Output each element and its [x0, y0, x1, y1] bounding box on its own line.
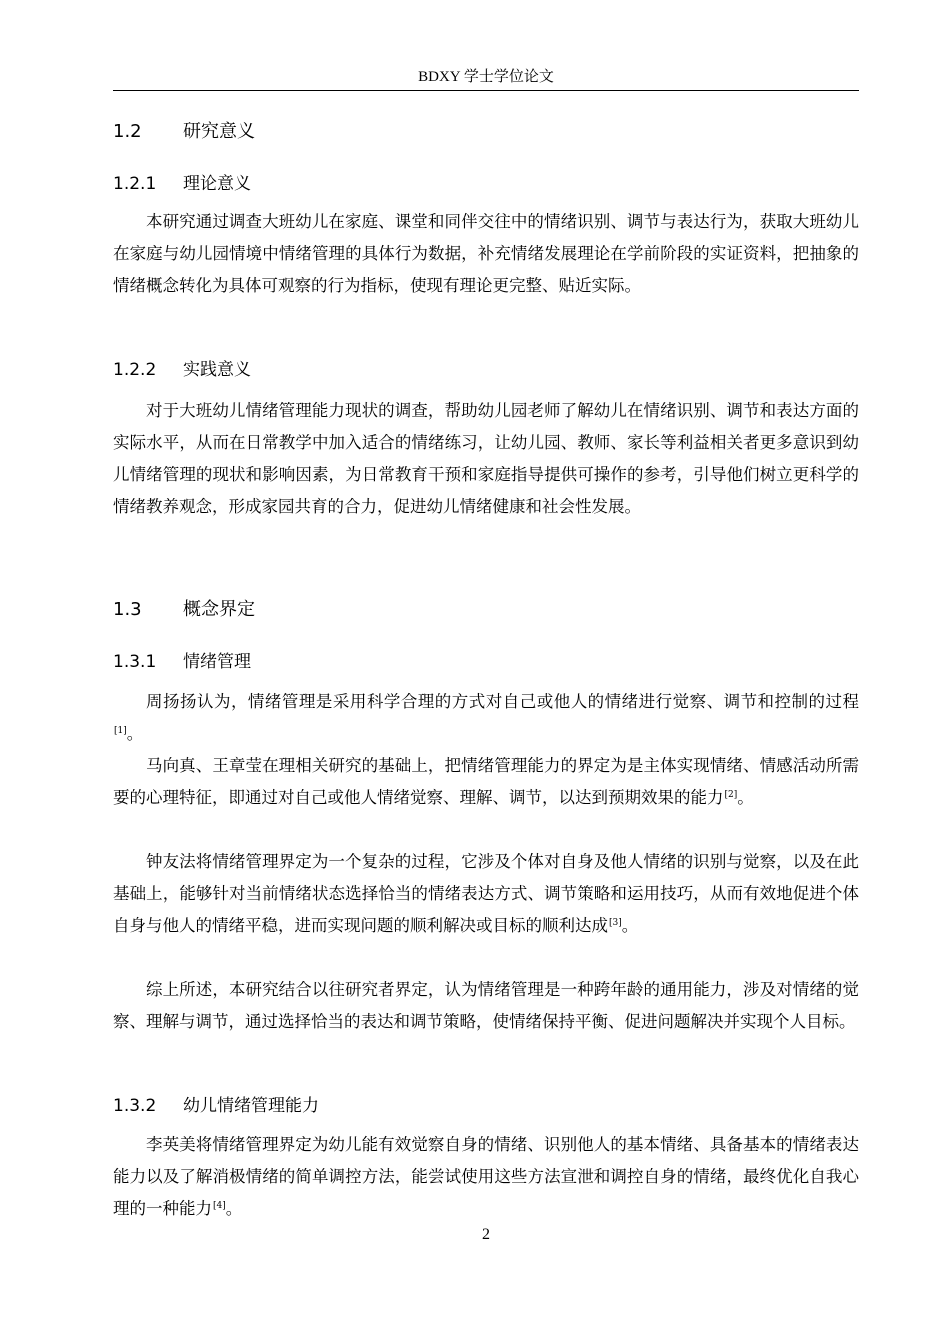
subsection-heading-1-2-1	[113, 172, 251, 196]
subsection-title: 实践意义	[183, 360, 251, 380]
subsection-title: 理论意义	[183, 174, 251, 194]
paragraph-summary: 综上所述，本研究结合以往研究者界定，认为情绪管理是一种跨年龄的通用能力，涉及对情绪的觉察、理解与调节，通过选择恰当的表达和调节策略，使情绪保持平衡、促进问题解决并实现个人目标。	[113, 980, 859, 1031]
subsection-number: 1.3.2	[113, 1096, 157, 1116]
paragraph-definition-zhou	[113, 686, 859, 750]
page-number: 2	[482, 1226, 490, 1243]
section-heading-1-2	[113, 119, 255, 145]
paragraph-end: 。	[225, 1199, 243, 1218]
paragraph-definition-ma	[113, 750, 859, 814]
subsection-heading-1-3-1	[113, 650, 251, 674]
citation-1: [1]	[114, 726, 127, 736]
subsection-title: 情绪管理	[183, 652, 251, 672]
header-rule	[113, 90, 859, 91]
paragraph-end: 。	[737, 788, 754, 807]
section-number: 1.2	[113, 121, 142, 142]
section-title: 概念界定	[183, 599, 255, 620]
subsection-number: 1.2.2	[113, 360, 157, 380]
citation-4: [4]	[213, 1201, 226, 1211]
subsection-title: 幼儿情绪管理能力	[183, 1096, 319, 1116]
paragraph-theoretical-significance: 本研究通过调查大班幼儿在家庭、课堂和同伴交往中的情绪识别、调节与表达行为，获取大班幼儿在家庭与幼儿园情境中情绪管理的具体行为数据，补充情绪发展理论在学前阶段的实证资料，把抽象的情绪概念转化为具体可观察的行为指标，使现有理论更完整、贴近实际。	[113, 212, 859, 295]
subsection-heading-1-2-2	[113, 358, 251, 382]
running-header: BDXY 学士学位论文	[418, 69, 554, 85]
paragraph-text: 钟友法将情绪管理界定为一个复杂的过程，它涉及个体对自身及他人情绪的识别与觉察，以及在此基础上，能够针对当前情绪状态选择恰当的情绪表达方式、调节策略和运用技巧，从而有效地促进个体自身与他人的情绪平稳，进而实现问题的顺利解决或目标的顺利达成	[113, 852, 859, 935]
subsection-heading-1-3-2	[113, 1094, 319, 1118]
section-heading-1-3	[113, 597, 255, 623]
subsection-number: 1.2.1	[113, 174, 157, 194]
section-title: 研究意义	[183, 121, 255, 142]
paragraph-end: 。	[621, 916, 639, 935]
paragraph-definition-zhong	[113, 846, 859, 942]
paragraph-text: 李英美将情绪管理界定为幼儿能有效觉察自身的情绪、识别他人的基本情绪、具备基本的情绪表达能力以及了解消极情绪的简单调控方法，能尝试使用这些方法宣泄和调控自身的情绪，最终优化自我心理的一种能力	[113, 1135, 859, 1218]
citation-3: [3]	[609, 918, 622, 928]
paragraph-end: 。	[126, 724, 144, 743]
paragraph-text: 马向真、王章莹在理相关研究的基础上，把情绪管理能力的界定为是主体实现情绪、情感活动所需要的心理特征，即通过对自己或他人情绪觉察、理解、调节，以达到预期效果的能力	[113, 756, 859, 807]
citation-2: [2]	[724, 790, 738, 800]
paragraph-text: 周扬扬认为，情绪管理是采用科学合理的方式对自己或他人的情绪进行觉察、调节和控制的过程	[146, 692, 859, 711]
subsection-number: 1.3.1	[113, 652, 157, 672]
paragraph-practical-significance: 对于大班幼儿情绪管理能力现状的调查，帮助幼儿园老师了解幼儿在情绪识别、调节和表达方面的实际水平，从而在日常教学中加入适合的情绪练习，让幼儿园、教师、家长等利益相关者更多意识到幼儿情绪管理的现状和影响因素，为日常教育干预和家庭指导提供可操作的参考，引导他们树立更科学的情绪教养观念，形成家园共育的合力，促进幼儿情绪健康和社会性发展。	[113, 401, 859, 516]
paragraph-definition-li	[113, 1129, 859, 1225]
section-number: 1.3	[113, 599, 142, 620]
